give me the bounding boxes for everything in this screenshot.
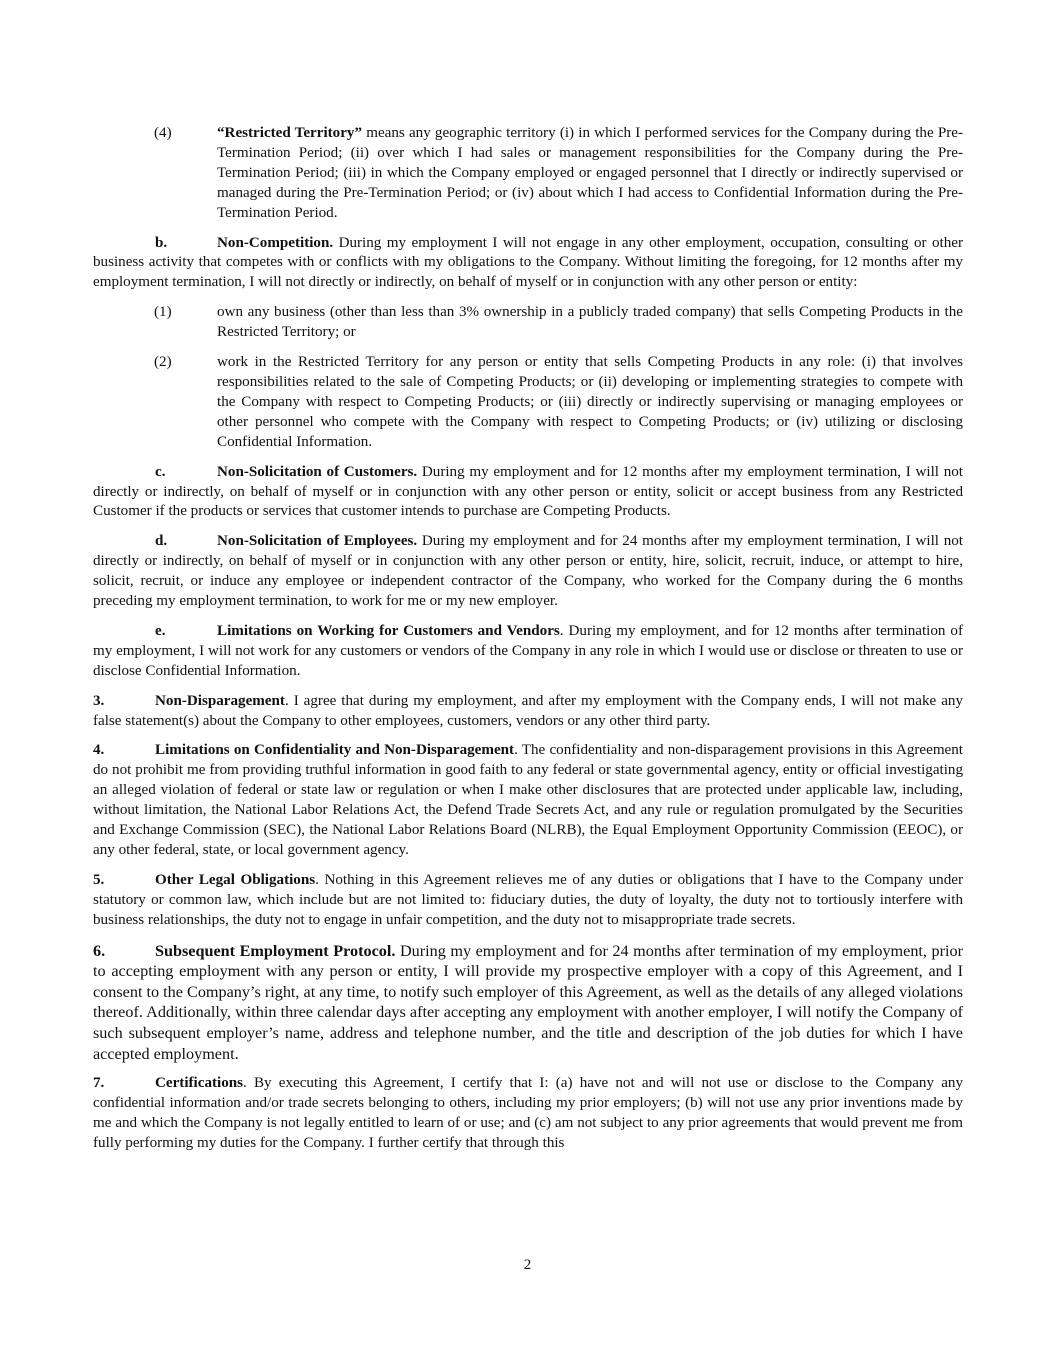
clause-text: During my employment I will not engage in any other employment, occupation, consulting or other business activity that competes with or conflicts with my obligations to the Company. Without limiting the foregoing, for 12 months after my employment termination, I will not directly or indirectly, on behalf of myself or in conjunction with any other person or entity:: [93, 234, 963, 291]
section-5-other-legal-obligations: [93, 871, 963, 931]
clause-heading: Non-Solicitation of Customers.: [217, 463, 418, 480]
clause-b1: [93, 303, 963, 343]
clause-text: During my employment and for 24 months after my employment termination, I will not directly or indirectly, on behalf of myself or in conjunction with any other person or entity, hire, solicit, recruit, induce, or attempt to hire, solicit, recruit, or induce any employee or independent contractor of the Company, who worked for the Company during the 6 months preceding my employment termination, to work for me or my new employer.: [93, 533, 963, 610]
section-number: 3.: [93, 692, 105, 709]
clause-b2: [93, 353, 963, 453]
clause-b-non-competition: [93, 234, 963, 294]
document-page: [93, 124, 963, 1154]
clause-label: d.: [155, 533, 168, 550]
clause-d-non-solicitation-employees: [93, 532, 963, 612]
item-number: (2): [154, 354, 172, 371]
section-heading: Subsequent Employment Protocol.: [155, 941, 396, 960]
section-number: 6.: [93, 941, 106, 960]
clause-label: c.: [155, 463, 166, 480]
section-3-non-disparagement: [93, 692, 963, 732]
section-7-certifications: [93, 1074, 963, 1154]
clause-text: means any geographic territory (i) in which I performed services for the Company during the Pre-Termination Period; (ii) over which I had sales or management responsibilities for the Company during the Pre-Termination Period; (iii) in which the Company employed or engaged personnel that I directly or indirectly supervised or managed during the Pre-Termination Period; or (iv) about which I had access to Confidential Information during the Pre-Termination Period.: [217, 125, 963, 221]
clause-text: During my employment and for 12 months after my employment termination, I will not directly or indirectly, on behalf of myself or in conjunction with any other person or entity, solicit or accept business from any Restricted Customer if the products or services that customer intends to purchase are Competing Products.: [93, 463, 963, 520]
item-number: (1): [154, 304, 172, 321]
clause-a4-restricted-territory: [93, 124, 963, 224]
defined-term: “Restricted Territory”: [217, 125, 363, 141]
clause-label: b.: [155, 234, 168, 251]
clause-text: . During my employment, and for 12 months after termination of my employment, I will not work for any customers or vendors of the Company in any role in which I would use or disclose or threaten to use or disclose Confidential Information.: [93, 622, 963, 679]
section-6-subsequent-employment: [93, 941, 963, 1065]
section-number-wrap: [93, 741, 155, 761]
section-number: 4: [93, 742, 101, 759]
section-text: . Nothing in this Agreement relieves me of any duties or obligations that I have to the Company under statutory or common law, which include but are not limited to: fiduciary duties, the duty of loyalty, the duty not to tortiously interfere with business relationships, the duty not to engage in unfair competition, and the duty not to misappropriate trade secrets.: [93, 871, 963, 928]
section-heading: Limitations on Confidentiality and Non-Disparagement: [155, 742, 515, 759]
clause-heading: Non-Solicitation of Employees.: [217, 533, 418, 550]
page-number: 2: [523, 1257, 532, 1273]
clause-e-customers-vendors: [93, 622, 963, 682]
section-heading: Certifications: [155, 1075, 244, 1092]
section-text: . The confidentiality and non-disparagement provisions in this Agreement do not prohibit me from providing truthful information in good faith to any federal or state governmental agency, entity or official investigating an alleged violation of federal or state law or regulation or when I make other disclosures that are protected under applicable law, including, without limitation, the National Labor Relations Act, the Defend Trade Secrets Act, and any rule or regulation promulgated by the Securities and Exchange Commission (SEC), the National Labor Relations Board (NLRB), the Equal Employment Opportunity Commission (EEOC), or any other federal, state, or local government agency.: [93, 742, 963, 858]
clause-heading: Limitations on Working for Customers and Vendors: [217, 622, 560, 639]
section-4-limitations: [93, 741, 963, 860]
section-number-dot: .: [100, 742, 105, 759]
section-text: During my employment and for 24 months after termination of my employment, prior to accepting employment with any person or entity, I will provide my prospective employer with a copy of this Agreement, and I consent to the Company’s right, at any time, to notify such employer of this Agreement, as well as the details of any alleged violations thereof. Additionally, within three calendar days after accepting any employment with another employer, I will notify the Company of such subsequent employer’s name, address and telephone number, and the title and description of the job duties for which I have accepted employment.: [93, 941, 963, 1063]
item-number: (4): [154, 125, 172, 141]
clause-text: own any business (other than less than 3% ownership in a publicly traded company) that sells Competing Products in the Restricted Territory; or: [217, 304, 963, 341]
section-heading: Other Legal Obligations: [155, 871, 316, 888]
clause-text: work in the Restricted Territory for any person or entity that sells Competing Products in any role: (i) that involves responsibilities related to the sale of Competing Products; or (ii) developing or implementing strategies to compete with the Company with respect to Competing Products; or (iii) directly or indirectly supervising or managing employees or other personnel who compete with the Company with respect to Competing Products; or (iv) utilizing or disclosing Confidential Information.: [217, 354, 963, 450]
section-heading: Non-Disparagement: [155, 692, 285, 709]
section-number: 7.: [93, 1075, 105, 1092]
section-number: 5.: [93, 871, 105, 888]
clause-label: e.: [155, 622, 166, 639]
section-text: . I agree that during my employment, and after my employment with the Company ends, I will not make any false statement(s) about the Company to other employees, customers, vendors or any other third party.: [93, 692, 963, 729]
clause-c-non-solicitation-customers: [93, 463, 963, 523]
section-text: . By executing this Agreement, I certify that I: (a) have not and will not use or disclose to the Company any confidential information and/or trade secrets belonging to others, including my prior employers; (b) will not use any prior inventions made by me and which the Company is not legally entitled to learn of or use; and (c) am not subject to any prior agreements that would prevent me from fully performing my duties for the Company. I further certify that through this: [93, 1075, 963, 1151]
clause-heading: Non-Competition.: [217, 234, 334, 251]
